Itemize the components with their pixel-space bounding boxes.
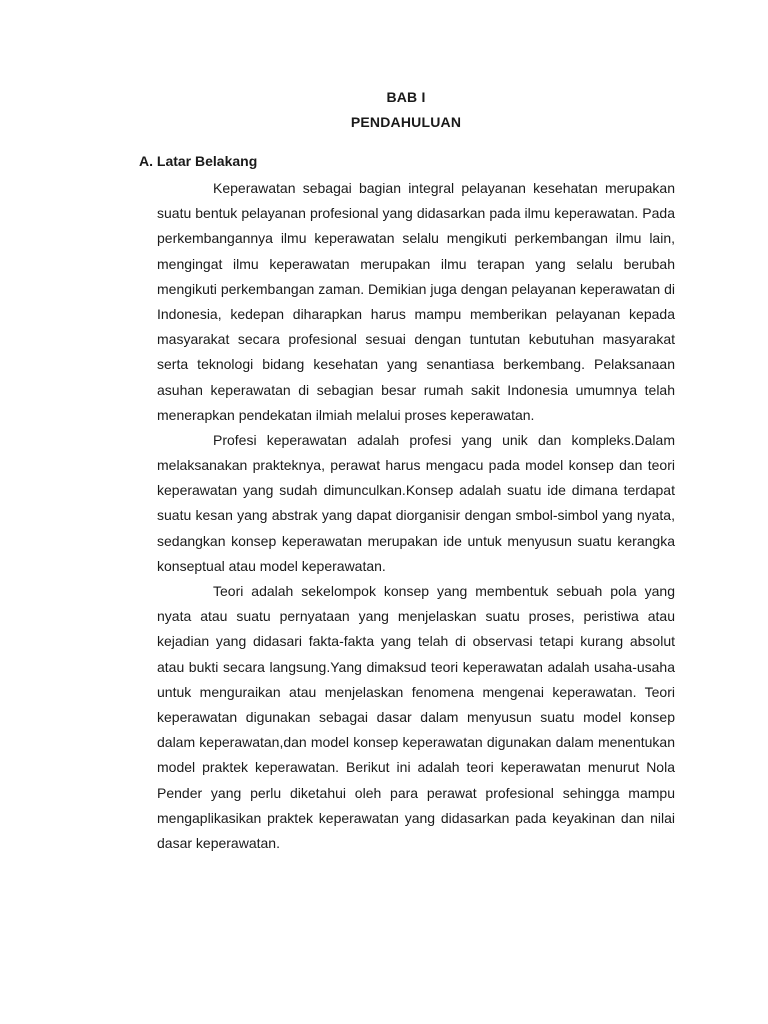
paragraph-2: Profesi keperawatan adalah profesi yang unik dan kompleks.Dalam melaksanakan prakteknya, perawat harus mengacu pada model konsep dan teori keperawatan yang sudah dimunculkan.Konsep adalah suatu ide dimana terdapat suatu kesan yang abstrak yang dapat diorganisir dengan smbol-simbol yang nyata, sedangkan konsep keperawatan merupakan ide untuk menyusun suatu kerangka konseptual atau model keperawatan. [157,431,675,574]
body-text [157,176,675,856]
chapter-subtitle: PENDAHULUAN [350,114,462,130]
section-heading: A. Latar Belakang [139,153,258,169]
paragraph-3: Teori adalah sekelompok konsep yang membentuk sebuah pola yang nyata atau suatu pernyataan yang menjelaskan suatu proses, peristiwa atau kejadian yang didasari fakta-fakta yang telah di observasi tetapi kurang absolut atau bukti secara langsung.Yang dimaksud teori keperawatan adalah usaha-usaha untuk menguraikan atau menjelaskan fenomena mengenai keperawatan. Teori keperawatan digunakan sebagai dasar dalam menyusun suatu model konsep dalam keperawatan,dan model konsep keperawatan digunakan dalam menentukan model praktek keperawatan. Berikut ini adalah teori keperawatan menurut Nola Pender yang perlu diketahui oleh para perawat profesional sehingga mampu mengaplikasikan praktek keperawatan yang didasarkan pada keyakinan dan nilai dasar keperawatan. [157,583,675,851]
chapter-title: BAB I [386,89,426,105]
paragraph-1: Keperawatan sebagai bagian integral pelayanan kesehatan merupakan suatu bentuk pelayanan profesional yang didasarkan pada ilmu keperawatan. Pada perkembangannya ilmu keperawatan selalu mengikuti perkembangan ilmu lain, mengingat ilmu keperawatan merupakan ilmu terapan yang selalu berubah mengikuti perkembangan zaman. Demikian juga dengan pelayanan keperawatan di Indonesia, kedepan diharapkan harus mampu memberikan pelayanan kepada masyarakat secara profesional sesuai dengan tuntutan kebutuhan masyarakat serta teknologi bidang kesehatan yang senantiasa berkembang. Pelaksanaan asuhan keperawatan di sebagian besar rumah sakit Indonesia umumnya telah menerapkan pendekatan ilmiah melalui proses keperawatan. [157,180,675,423]
